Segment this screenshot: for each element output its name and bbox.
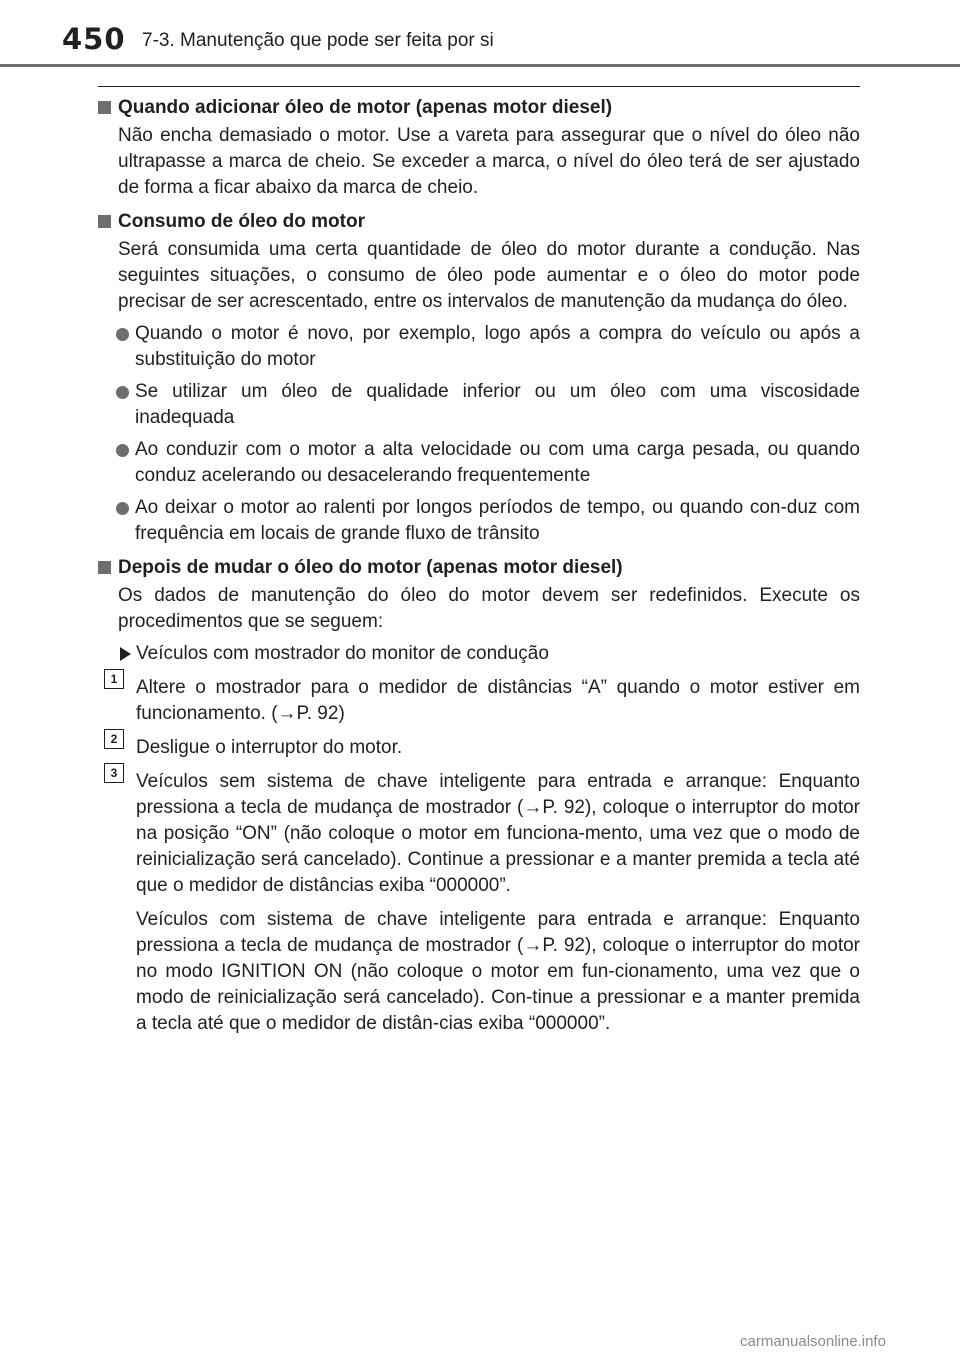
page-content <box>98 86 860 1045</box>
step-number-badge: 3 <box>104 763 124 783</box>
circle-bullet-icon <box>116 328 129 341</box>
step-continuation-paragraph: Veículos com sistema de chave inteligente para entrada e arranque: Enquanto pressiona a tecla de mudança de mostrador (→P. 92), coloque o interruptor do motor no modo IGNITION ON (não coloque o motor em fun-cionamento, uma vez que o modo de reinicialização será cancelado). Con-tinue a pressionar e a manter premida a tecla até que o medidor de distân-cias exiba “000000”. <box>136 909 860 1034</box>
circle-bullet-icon <box>116 444 129 457</box>
step-number-badge: 2 <box>104 729 124 749</box>
arrow-item <box>98 641 860 667</box>
list-item <box>98 321 860 373</box>
section-heading <box>98 209 860 235</box>
list-item <box>98 495 860 547</box>
paragraph: Os dados de manutenção do óleo do motor devem ser redefinidos. Execute os procedimentos que se seguem: <box>118 585 860 632</box>
triangle-right-icon <box>120 647 131 661</box>
square-bullet-icon <box>98 101 111 114</box>
list-item-text: Ao deixar o motor ao ralenti por longos períodos de tempo, ou quando con-duz com frequência em locais de grande fluxo de trânsito <box>135 497 860 544</box>
section-title: 7-3. Manutenção que pode ser feita por si <box>142 30 494 51</box>
step-text: Veículos sem sistema de chave inteligente para entrada e arranque: Enquanto pressiona a tecla de mudança de mostrador (→P. 92), coloque o interruptor do motor na posição “ON” (não coloque o motor em funciona-mento, uma vez que o modo de reinicialização será cancelado). Continue a pressionar e a manter premida a tecla até que o medidor de distâncias exiba “000000”. <box>136 771 860 896</box>
content-divider <box>98 86 860 87</box>
step-text: Desligue o interruptor do motor. <box>136 737 403 758</box>
page-header <box>0 0 960 68</box>
square-bullet-icon <box>98 561 111 574</box>
arrow-item-text: Veículos com mostrador do monitor de condução <box>136 643 549 664</box>
section-heading-text: Consumo de óleo do motor <box>118 211 365 232</box>
paragraph: Não encha demasiado o motor. Use a vareta para assegurar que o nível do óleo não ultrapasse a marca de cheio. Se exceder a marca, o nível do óleo terá de ser ajustado de forma a ficar abaixo da marca de cheio. <box>118 125 860 198</box>
section-oil-adding <box>98 95 860 201</box>
list-item <box>98 379 860 431</box>
section-oil-consumption <box>98 209 860 547</box>
step-text: Altere o mostrador para o medidor de distâncias “A” quando o motor estiver em funcionamento. (→P. 92) <box>136 677 860 724</box>
section-heading <box>98 95 860 121</box>
section-heading <box>98 555 860 581</box>
section-heading-text: Quando adicionar óleo de motor (apenas motor diesel) <box>118 97 613 118</box>
step-2 <box>98 732 860 761</box>
step-3 <box>98 766 860 899</box>
list-item-text: Se utilizar um óleo de qualidade inferior ou um óleo com uma viscosidade inadequada <box>135 381 860 428</box>
header-divider <box>0 64 960 67</box>
section-heading-text: Depois de mudar o óleo do motor (apenas motor diesel) <box>118 557 623 578</box>
section-after-oil-change <box>98 555 860 1037</box>
list-item <box>98 437 860 489</box>
page-number: 450 <box>62 22 126 56</box>
step-1 <box>98 672 860 727</box>
paragraph: Será consumida uma certa quantidade de óleo do motor durante a condução. Nas seguintes situações, o consumo de óleo pode aumentar e o óleo do motor pode precisar de ser acrescentado, entre os intervalos de manutenção da mudança do óleo. <box>118 239 860 312</box>
square-bullet-icon <box>98 215 111 228</box>
watermark: carmanualsonline.info <box>740 1333 886 1350</box>
list-item-text: Quando o motor é novo, por exemplo, logo após a compra do veículo ou após a substituição do motor <box>135 323 860 370</box>
list-item-text: Ao conduzir com o motor a alta velocidade ou com uma carga pesada, ou quando conduz acelerando ou desacelerando frequentemente <box>135 439 860 486</box>
step-number-badge: 1 <box>104 669 124 689</box>
circle-bullet-icon <box>116 386 129 399</box>
circle-bullet-icon <box>116 502 129 515</box>
